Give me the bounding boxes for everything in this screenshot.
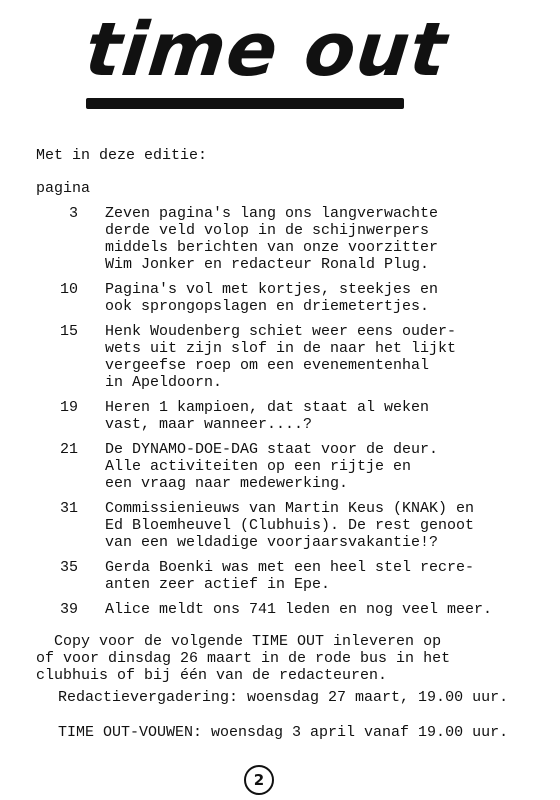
toc-line: Gerda Boenki was met een heel stel recre- [105,559,475,576]
copy-deadline-notice [36,633,450,684]
toc-description [105,205,438,273]
toc-line: wets uit zijn slof in de naar het lijkt [105,340,457,357]
toc-line: derde veld volop in de schijnwerpers [105,222,430,239]
toc-line: anten zeer actief in Epe. [105,576,331,593]
toc-entry [0,500,560,551]
toc-page-number: 10 [59,281,78,298]
toc-entry [0,399,560,433]
masthead-underline [86,98,404,109]
toc-entry [0,205,560,273]
toc-line: middels berichten van onze voorzitter [105,239,439,256]
toc-page-number: 39 [59,601,78,618]
toc-line: Pagina's vol met kortjes, steekjes en [105,281,439,298]
toc-description [105,601,492,618]
toc-entry [0,441,560,492]
folding-session-line: TIME OUT-VOUWEN: woensdag 3 april vanaf 19.00 uur. [58,724,509,741]
toc-entry [0,559,560,593]
table-of-contents [0,205,560,626]
masthead-title: time out [81,7,452,93]
toc-page-number: 21 [59,441,78,458]
toc-description [105,281,438,315]
toc-description [105,323,456,391]
toc-line: Ed Bloemheuvel (Clubhuis). De rest genoot [105,517,475,534]
editorial-meeting-line: Redactievergadering: woensdag 27 maart, 19.00 uur. [58,689,509,706]
toc-line: in Apeldoorn. [105,374,223,391]
toc-page-number: 35 [59,559,78,576]
toc-description [105,399,429,433]
page-number-badge: 2 [244,765,274,795]
toc-line: Alice meldt ons 741 leden en nog veel meer. [105,601,493,618]
toc-heading: pagina [36,180,91,197]
intro-line: Met in deze editie: [36,147,208,164]
notice-line: clubhuis of bij één van de redacteuren. [36,667,388,684]
toc-entry [0,281,560,315]
toc-line: een vraag naar medewerking. [105,475,349,492]
toc-line: Zeven pagina's lang ons langverwachte [105,205,439,222]
toc-description [105,441,438,492]
toc-line: Wim Jonker en redacteur Ronald Plug. [105,256,430,273]
toc-description [105,500,474,551]
toc-line: Commissienieuws van Martin Keus (KNAK) en [105,500,475,517]
toc-description [105,559,474,593]
masthead [81,7,452,112]
toc-page-number: 31 [59,500,78,517]
toc-line: vast, maar wanneer....? [105,416,313,433]
toc-line: vergeefse roep om een evenementenhal [105,357,430,374]
toc-page-number: 19 [59,399,78,416]
toc-line: ook sprongopslagen en driemetertjes. [105,298,430,315]
notice-line: Copy voor de volgende TIME OUT inleveren op [36,633,442,650]
toc-line: Alle activiteiten op een rijtje en [105,458,412,475]
toc-line: van een weldadige voorjaarsvakantie!? [105,534,439,551]
toc-line: Heren 1 kampioen, dat staat al weken [105,399,430,416]
toc-page-number: 3 [68,205,78,222]
notice-line: of voor dinsdag 26 maart in de rode bus in het [36,650,451,667]
toc-entry [0,323,560,391]
toc-page-number: 15 [59,323,78,340]
toc-line: De DYNAMO-DOE-DAG staat voor de deur. [105,441,439,458]
toc-entry [0,601,560,618]
toc-line: Henk Woudenberg schiet weer eens ouder- [105,323,457,340]
